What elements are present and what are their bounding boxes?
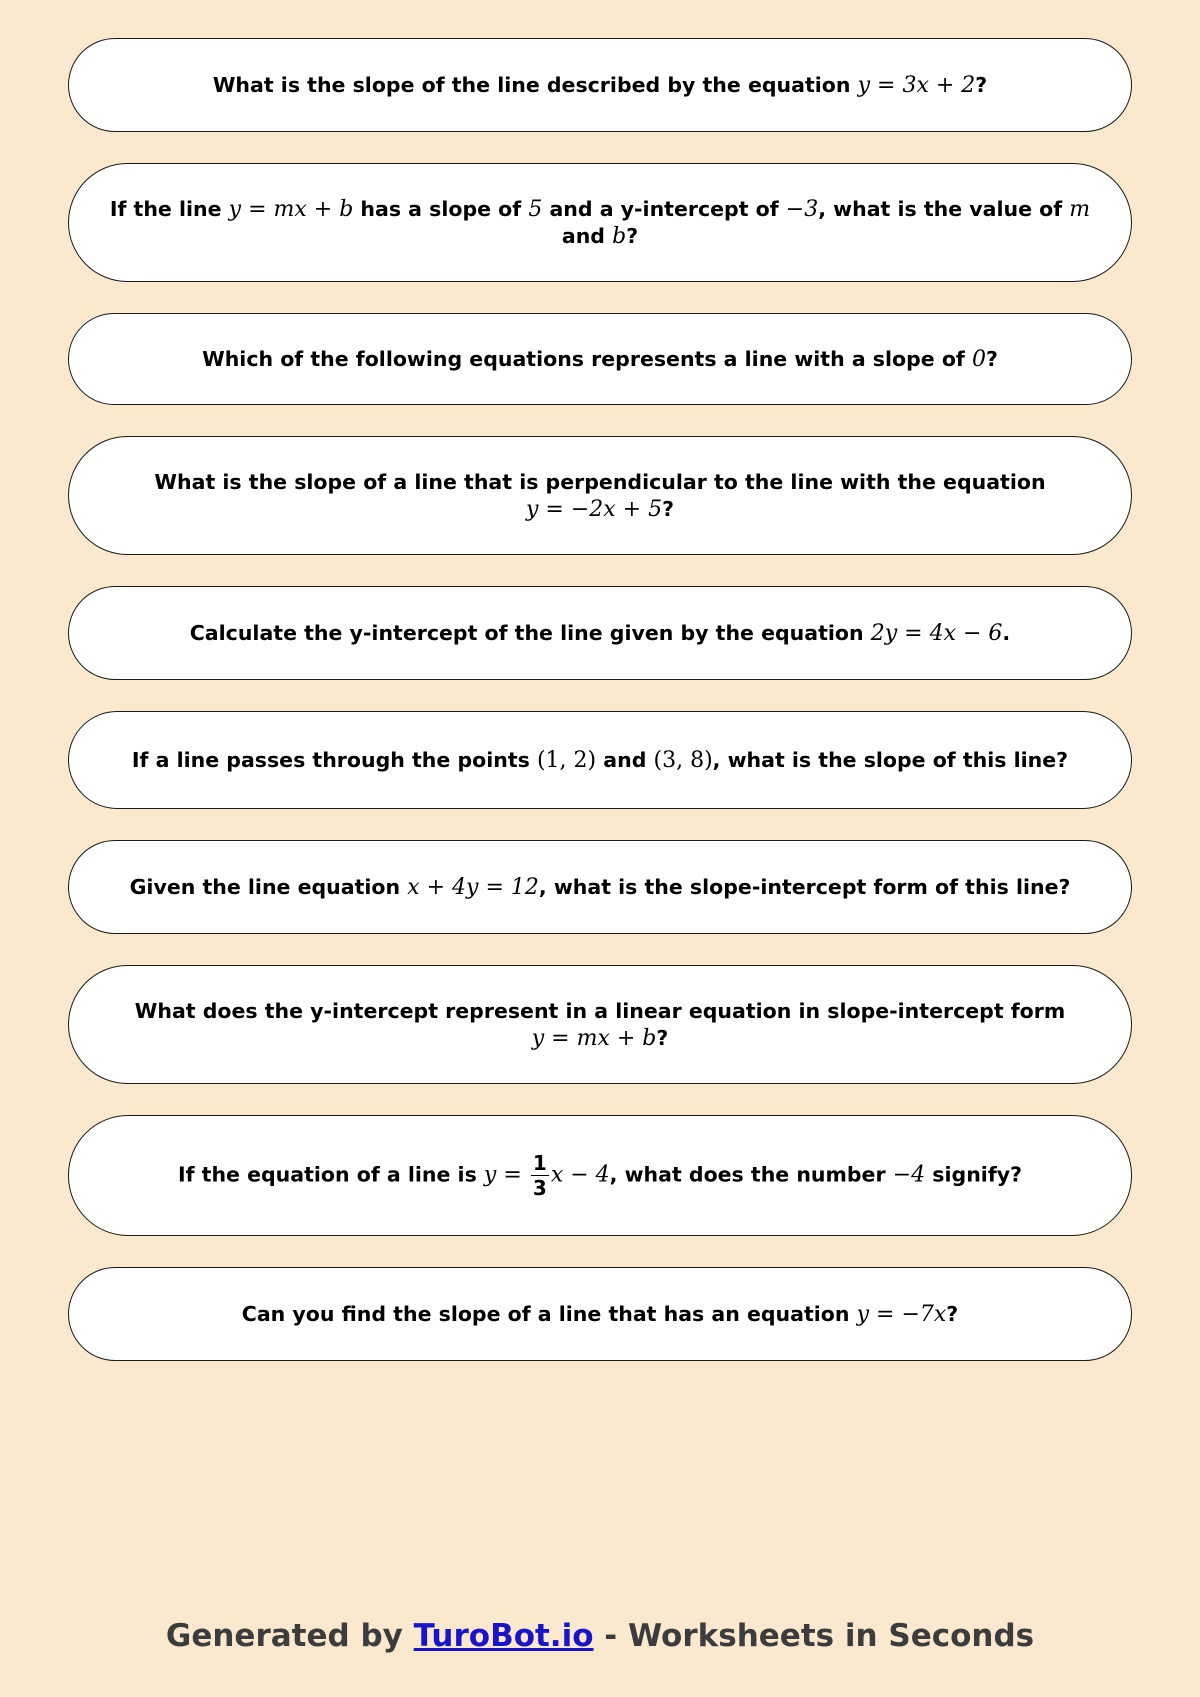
question-text-segment: Can you find the slope of a line that has an equation (241, 1301, 857, 1326)
math-expression: y = 3x + 2 (857, 72, 976, 98)
question-text-segment: If the equation of a line is (177, 1162, 484, 1187)
question-text-segment: ? (975, 72, 988, 97)
math-expression: −3 (785, 196, 819, 222)
question-card-5 (68, 586, 1132, 680)
question-text (202, 346, 998, 373)
question-text-segment: . (1002, 620, 1011, 645)
fraction (531, 1151, 549, 1200)
math-expression: 5 (528, 196, 543, 222)
math-expression: y = mx + b (531, 1025, 657, 1051)
math-expression: m (1069, 196, 1091, 222)
question-text-segment: What does the y-intercept represent in a linear equation in slope-intercept form (134, 998, 1066, 1023)
question-card-3 (68, 313, 1132, 405)
question-text (213, 72, 987, 99)
question-card-2 (68, 163, 1132, 282)
question-card-6 (68, 711, 1132, 809)
question-text-segment: If the line (109, 196, 229, 221)
question-text-segment: and a y-intercept of (542, 196, 786, 221)
question-text (132, 747, 1068, 774)
math-expression: 0 (971, 346, 986, 372)
question-text (135, 998, 1065, 1052)
footer-prefix: Generated by (165, 1618, 414, 1654)
question-text-segment: What is the slope of the line described by the equation (212, 72, 858, 97)
question-card-4 (68, 436, 1132, 555)
question-text-segment: has a slope of (353, 196, 529, 221)
footer (0, 1618, 1200, 1654)
fraction-denominator: 3 (532, 1176, 547, 1200)
math-expression: −4 (892, 1162, 926, 1188)
math-expression: x + 4y = 12 (407, 874, 539, 900)
question-text-segment: Calculate the y-intercept of the line given by the equation (189, 620, 871, 645)
question-text (110, 196, 1090, 250)
turobot-link[interactable]: TuroBot.io (413, 1618, 594, 1654)
footer-suffix: - Worksheets in Seconds (593, 1618, 1035, 1654)
question-text-segment: ? (662, 496, 674, 521)
question-text-segment: , what does the number (609, 1162, 893, 1187)
question-text-segment: ? (985, 346, 998, 371)
math-expression: y = −7x (856, 1301, 947, 1327)
question-card-9 (68, 1115, 1132, 1236)
question-card-1 (68, 38, 1132, 132)
question-text-segment: ? (946, 1301, 959, 1326)
question-text-segment: If a line passes through the points (131, 747, 537, 772)
question-text-segment: , what is the slope of this line? (712, 747, 1069, 772)
math-expression: y = −2x + 5 (525, 496, 663, 522)
question-text-segment: Given the line equation (129, 874, 408, 899)
question-text-segment: Which of the following equations represents a line with a slope of (202, 346, 972, 371)
question-card-10 (68, 1267, 1132, 1361)
question-text-segment: and (561, 223, 613, 248)
question-text (130, 874, 1071, 901)
question-text (190, 620, 1010, 647)
fraction-numerator: 1 (532, 1151, 547, 1175)
math-expression: x − 4 (550, 1162, 610, 1188)
math-expression: (1, 2) (536, 747, 597, 773)
question-card-7 (68, 840, 1132, 934)
question-card-8 (68, 965, 1132, 1084)
question-text-segment: ? (656, 1025, 669, 1050)
question-text-segment: , what is the slope-intercept form of this line? (538, 874, 1071, 899)
math-expression: y = (483, 1162, 522, 1188)
math-expression: b (612, 223, 627, 249)
question-text-segment: What is the slope of a line that is perpendicular to the line with the equation (154, 469, 1046, 494)
math-expression: (3, 8) (653, 747, 713, 773)
question-text (178, 1151, 1022, 1200)
question-text (154, 469, 1045, 523)
question-text (242, 1301, 958, 1328)
math-expression: y = mx + b (228, 196, 354, 222)
math-expression: 2y = 4x − 6 (870, 620, 1003, 646)
question-text-segment: and (596, 747, 654, 772)
question-list (68, 38, 1132, 1392)
question-text-segment: signify? (925, 1162, 1022, 1187)
question-text-segment: ? (626, 223, 639, 248)
question-text-segment: , what is the value of (818, 196, 1070, 221)
